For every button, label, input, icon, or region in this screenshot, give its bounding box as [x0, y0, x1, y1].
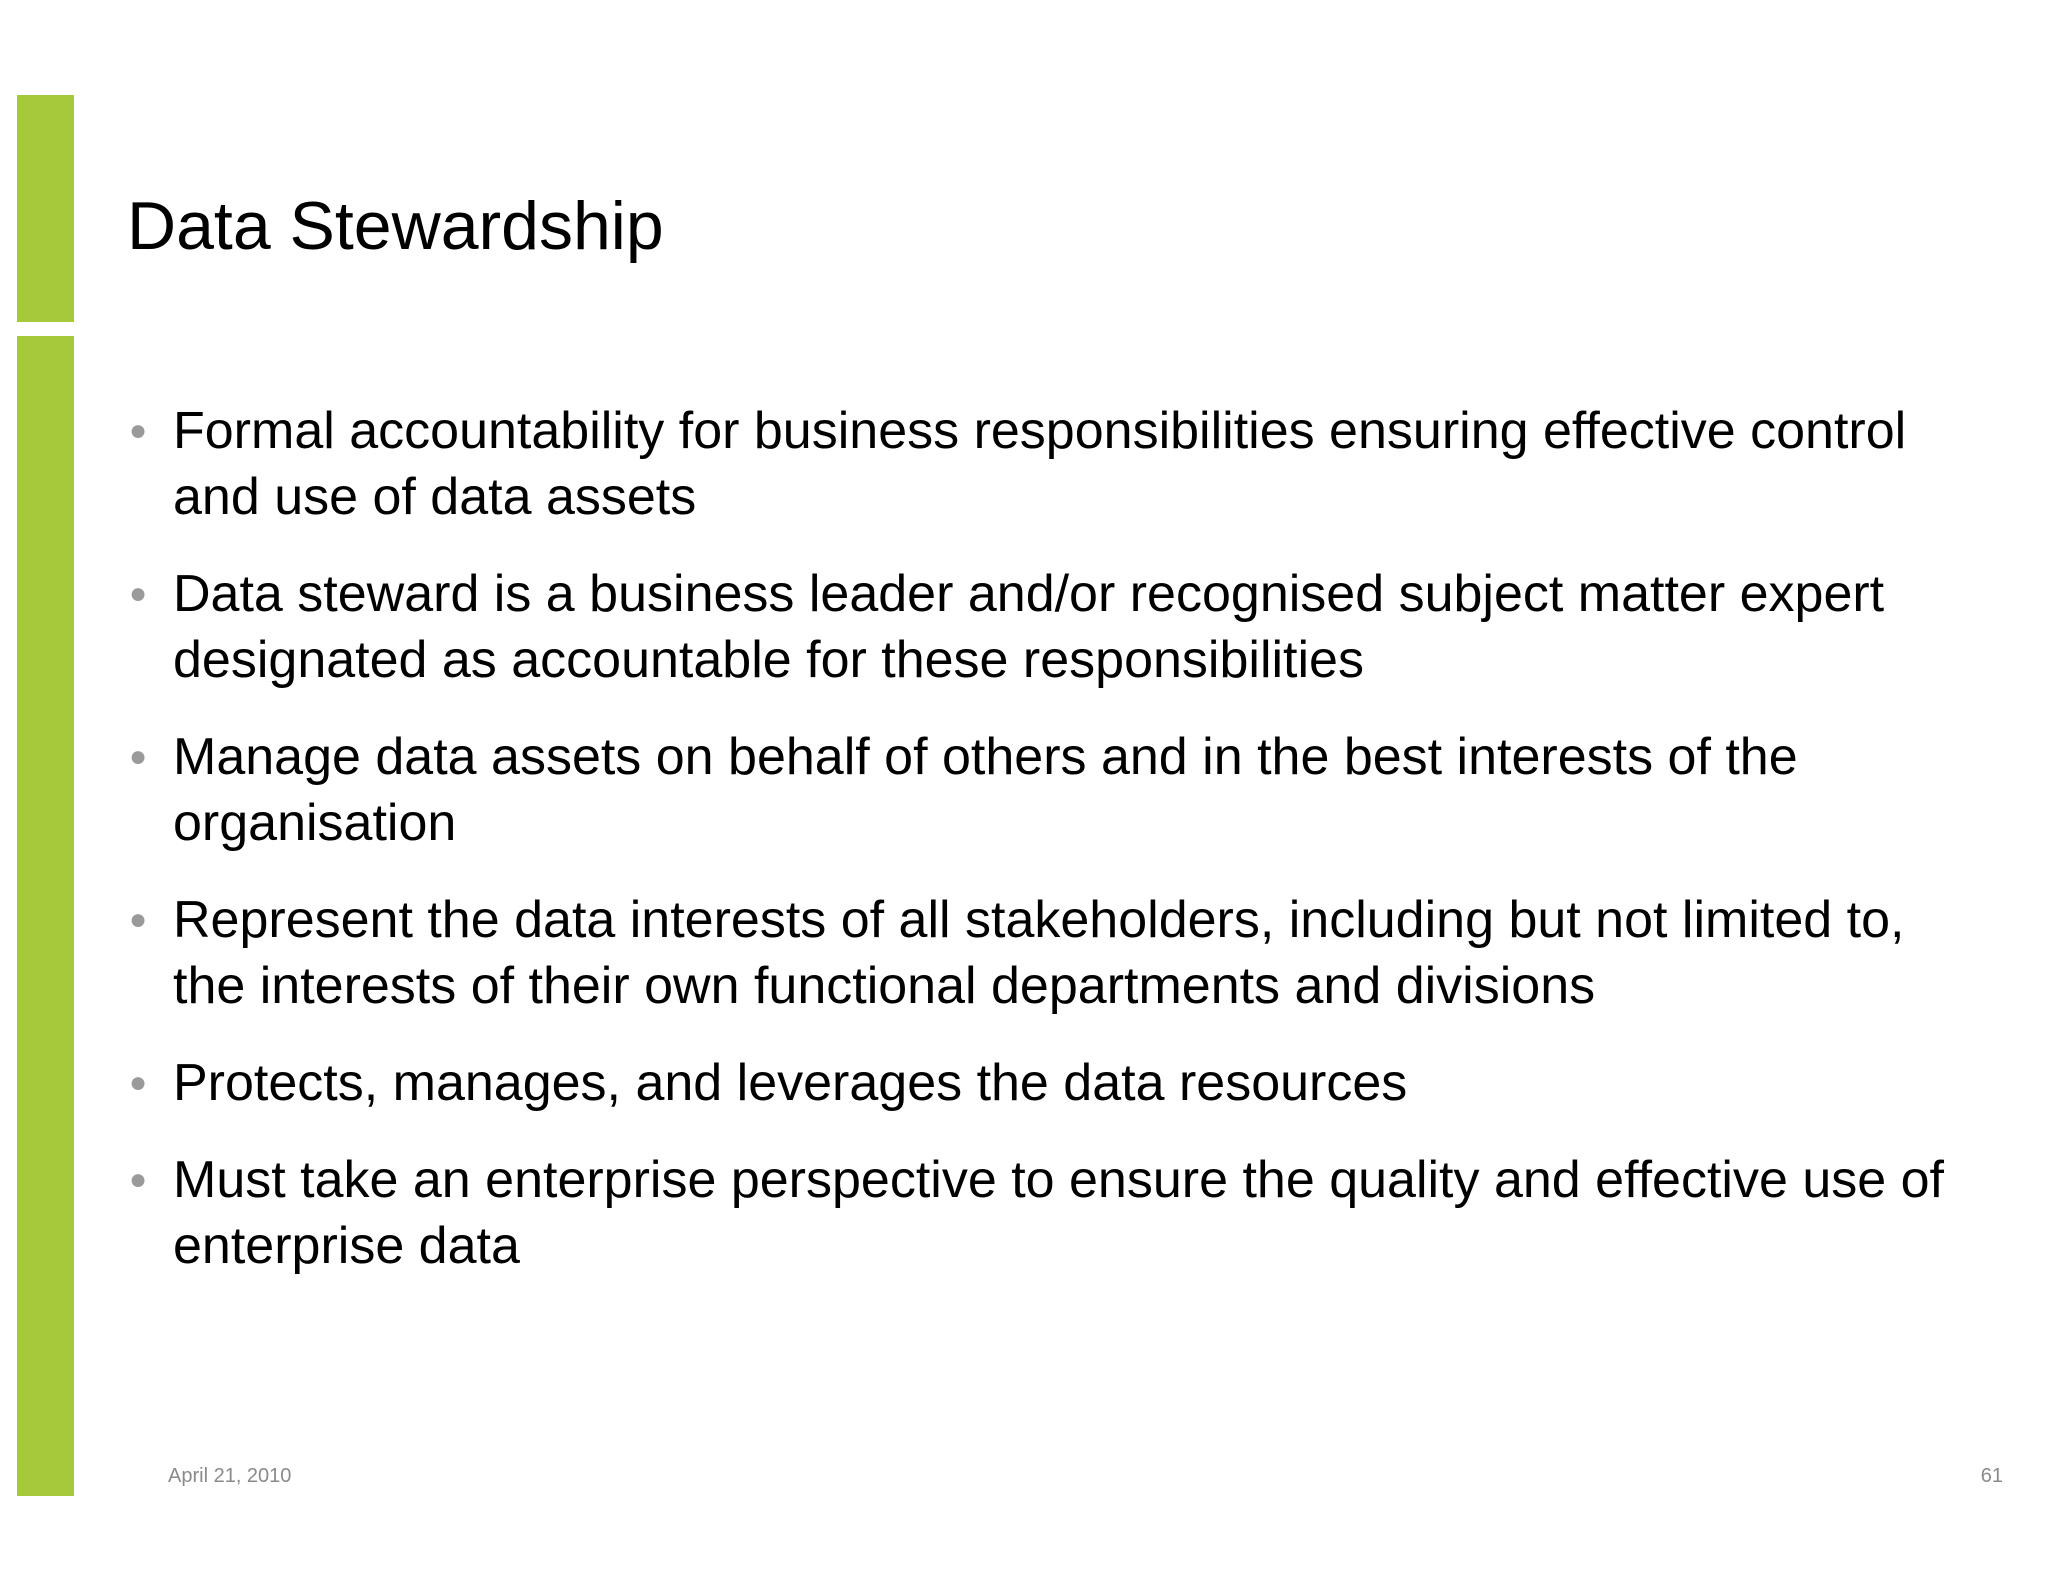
bullet-dot-icon: ● [129, 414, 148, 447]
accent-bar-top [17, 95, 74, 322]
bullet-text: Protects, manages, and leverages the data resources [173, 1054, 1408, 1112]
bullet-item [127, 561, 1957, 693]
slide-title: Data Stewardship [127, 188, 664, 264]
bullet-item [127, 1147, 1957, 1279]
slide-number: 61 [1980, 1465, 2003, 1487]
bullet-list [127, 398, 1957, 1310]
bullet-item [127, 724, 1957, 856]
bullet-dot-icon: ● [129, 740, 148, 773]
bullet-dot-icon: ● [129, 903, 148, 936]
bullet-dot-icon: ● [129, 1163, 148, 1196]
accent-bar-bottom [17, 336, 74, 1496]
bullet-text: Data steward is a business leader and/or recognised subject matter expert designated as accountable for these responsibilities [173, 565, 1885, 689]
bullet-text: Manage data assets on behalf of others and in the best interests of the organisation [173, 728, 1798, 852]
bullet-dot-icon: ● [129, 1066, 148, 1099]
bullet-item [127, 887, 1957, 1019]
bullet-dot-icon: ● [129, 577, 148, 610]
bullet-item [127, 398, 1957, 530]
bullet-text: Represent the data interests of all stakeholders, including but not limited to, the interests of their own functional departments and divisions [173, 891, 1905, 1015]
footer-date: April 21, 2010 [168, 1465, 292, 1487]
bullet-text: Must take an enterprise perspective to ensure the quality and effective use of enterprise data [173, 1151, 1944, 1275]
bullet-item [127, 1050, 1957, 1116]
bullet-text: Formal accountability for business responsibilities ensuring effective control and use of data assets [173, 402, 1907, 526]
